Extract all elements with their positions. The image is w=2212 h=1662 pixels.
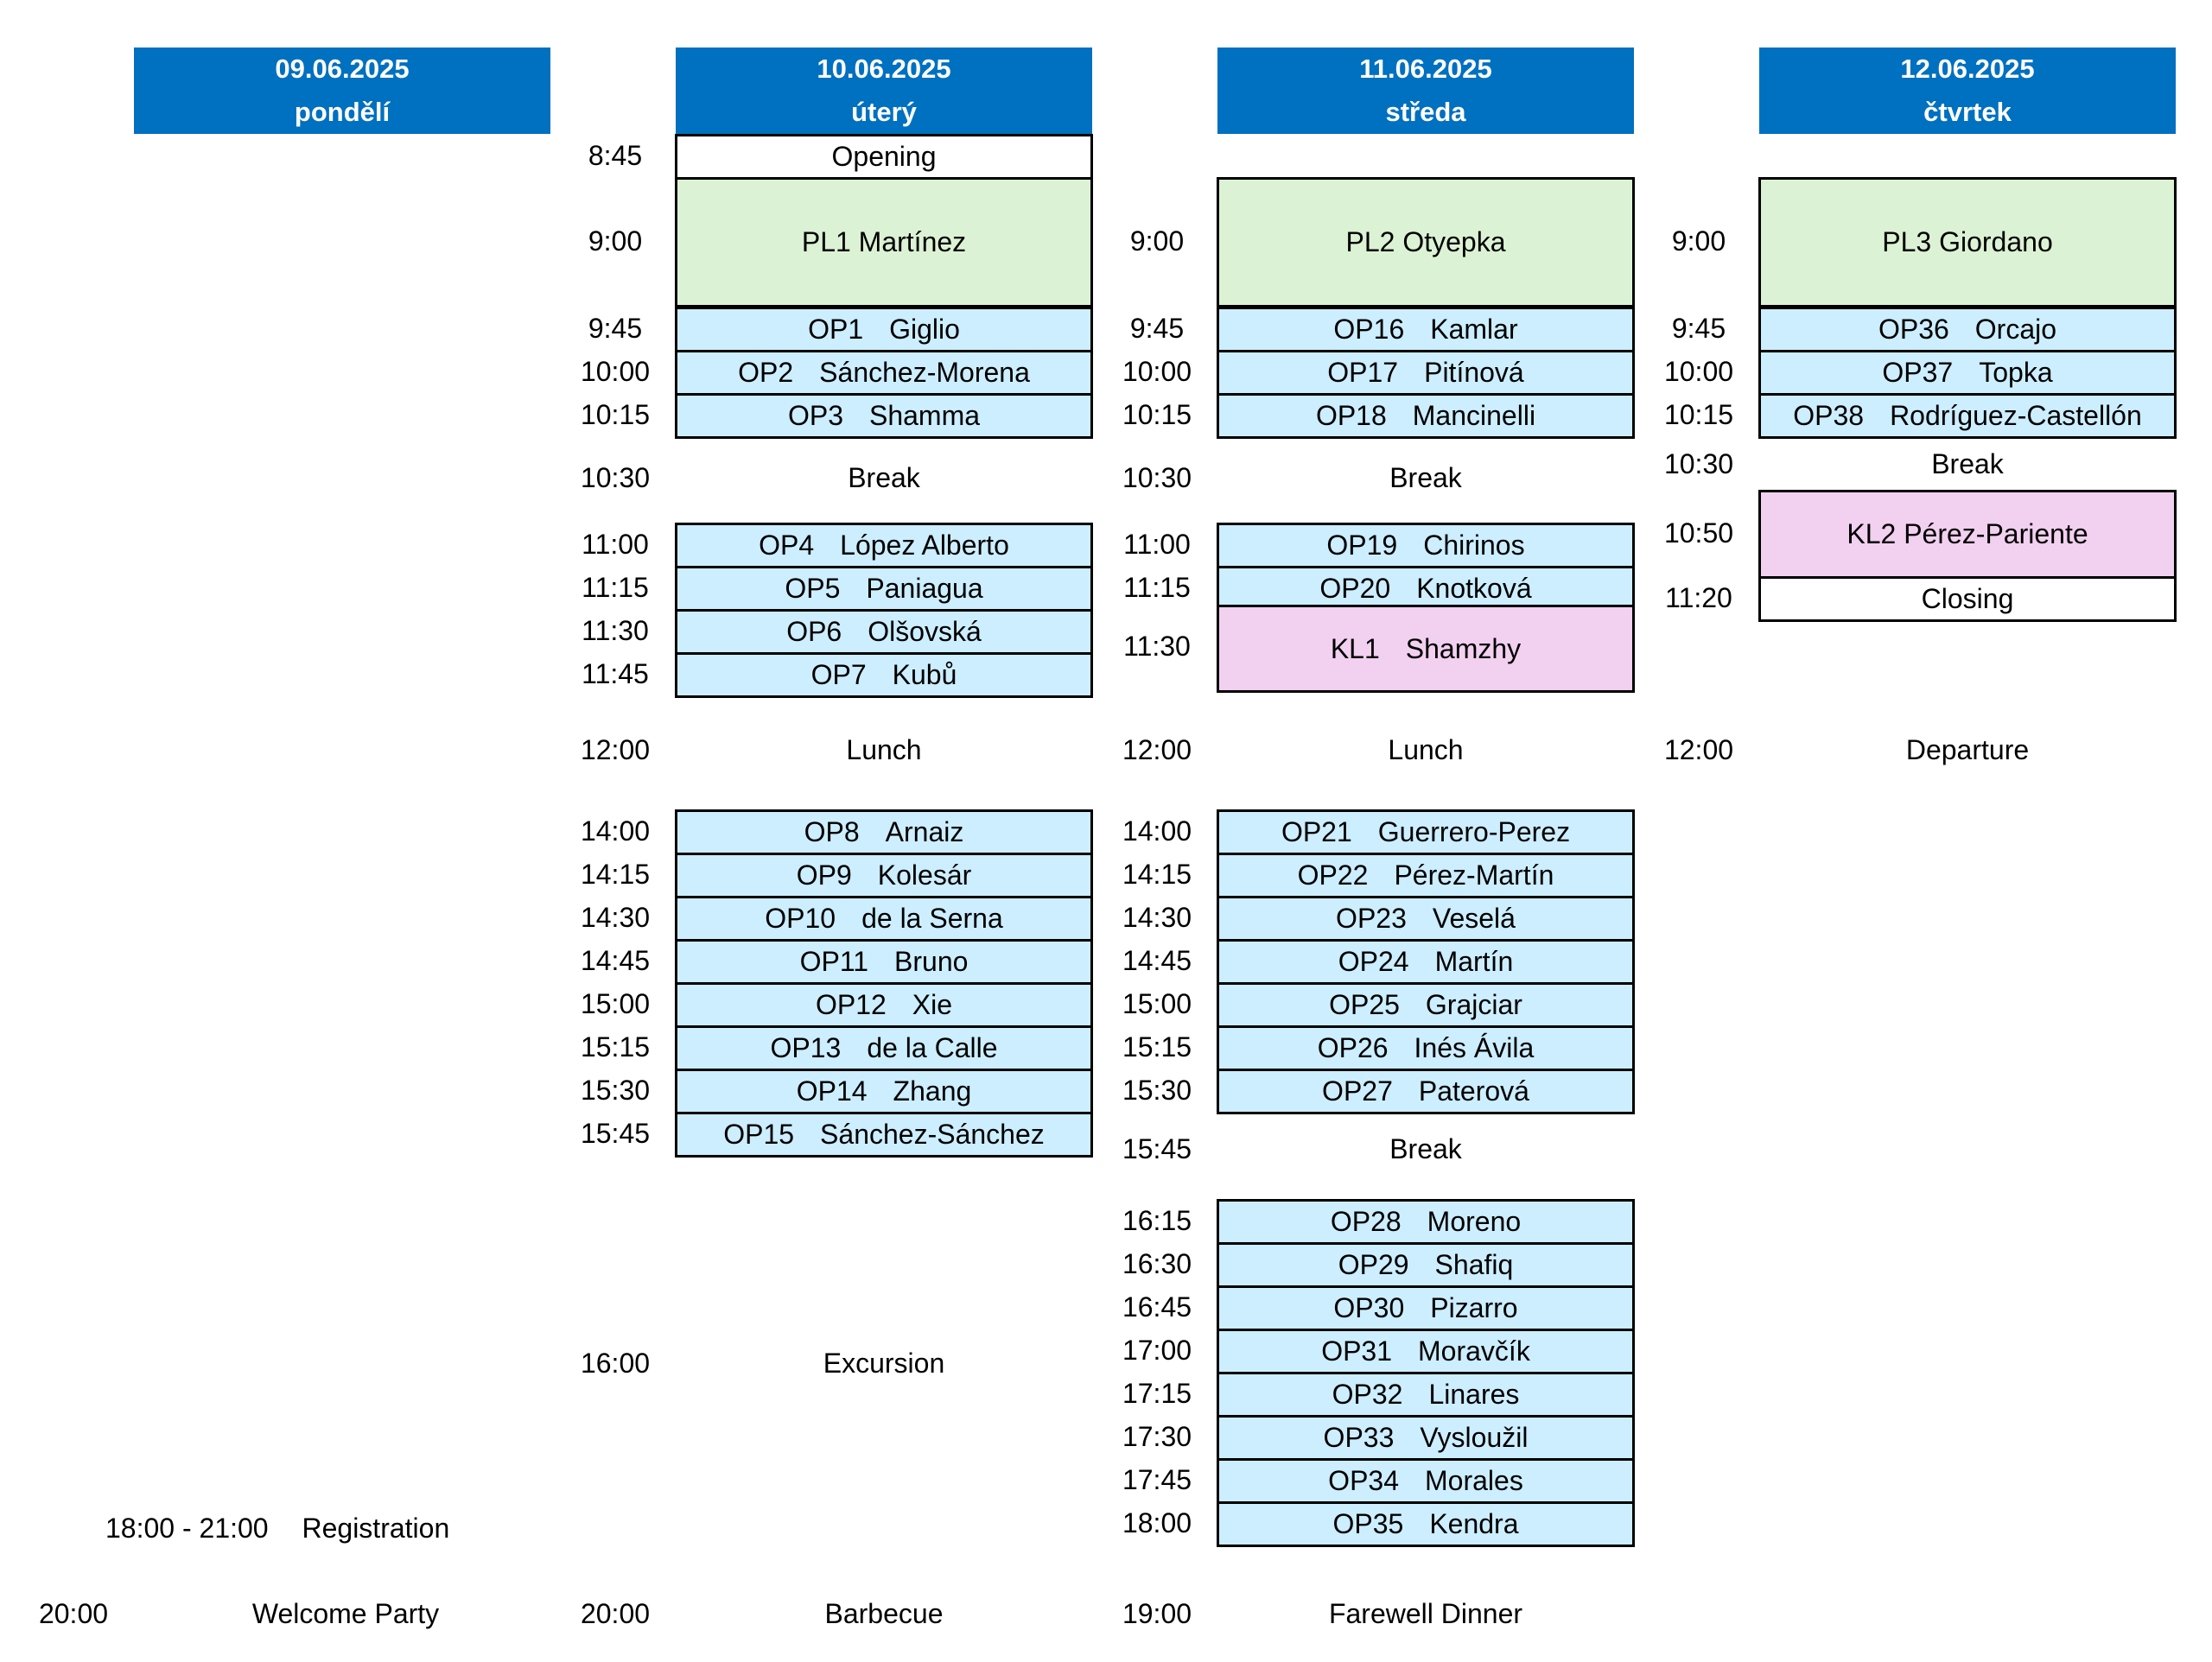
time-label: 14:30	[1122, 902, 1192, 933]
talk-code: OP2	[738, 357, 794, 388]
speaker-name: Chirinos	[1423, 530, 1525, 561]
time-label: 10:15	[580, 399, 651, 430]
speaker-name: Kolesár	[877, 860, 972, 891]
talk-code: OP35	[1332, 1508, 1404, 1539]
time-label: 18:00	[1122, 1507, 1192, 1538]
time-label: 20:00	[580, 1598, 651, 1629]
speaker-name: Pitínová	[1424, 357, 1524, 388]
time-label: 15:15	[580, 1031, 651, 1063]
time-label: 17:15	[1122, 1378, 1192, 1409]
time-label: 12:00	[1122, 734, 1192, 765]
talk-code: OP7	[810, 659, 867, 690]
farewell-dinner-label: Farewell Dinner	[1328, 1597, 1523, 1629]
speaker-name: Pérez-Martín	[1394, 860, 1554, 891]
speaker-name: Paniagua	[866, 573, 983, 604]
time-label: 15:15	[1122, 1031, 1192, 1063]
keynote-code: KL1	[1330, 632, 1380, 664]
time-label: 15:45	[580, 1118, 651, 1149]
time-label: 9:45	[1671, 313, 1726, 344]
time-label: 17:30	[1122, 1421, 1192, 1452]
speaker-name: Grajciar	[1425, 989, 1522, 1020]
time-label: 15:30	[1122, 1075, 1192, 1106]
talk-slot	[1758, 307, 2177, 352]
time-label: 14:45	[1122, 945, 1192, 976]
talk-slot	[1217, 393, 1635, 439]
time-label: 11:20	[1665, 582, 1732, 613]
talk-code: OP27	[1322, 1075, 1393, 1107]
talk-slot	[1217, 1242, 1635, 1288]
speaker-name: Orcajo	[1974, 314, 2057, 345]
talk-slot	[1758, 393, 2177, 439]
departure-label: Departure	[1905, 733, 2030, 765]
talk-slot	[675, 393, 1093, 439]
speaker-name: Vysloužil	[1420, 1422, 1529, 1453]
talk-slot	[1217, 809, 1635, 855]
talk-code: OP37	[1882, 357, 1954, 388]
talk-code: OP36	[1878, 314, 1949, 345]
speaker-name: Shamma	[868, 400, 981, 431]
opening-slot: Opening	[675, 134, 1093, 180]
time-label: 10:00	[580, 356, 651, 387]
talk-code: OP15	[723, 1119, 795, 1150]
talk-slot	[1217, 1415, 1635, 1461]
talk-code: OP4	[759, 530, 815, 561]
day-weekday: středa	[1385, 97, 1466, 127]
talk-code: OP29	[1338, 1249, 1409, 1280]
talk-slot	[1217, 853, 1635, 898]
time-label: 14:00	[580, 815, 651, 847]
talk-slot	[1217, 1458, 1635, 1504]
talk-slot	[675, 982, 1093, 1028]
talk-code: OP26	[1317, 1032, 1389, 1063]
day-header-thursday	[1759, 48, 2176, 134]
talk-code: OP8	[804, 816, 860, 847]
day-date: 09.06.2025	[275, 54, 410, 84]
talk-slot	[1217, 523, 1635, 568]
talk-slot	[1217, 1069, 1635, 1114]
talk-slot	[1217, 350, 1635, 396]
time-label: 20:00	[38, 1598, 109, 1629]
speaker-name: Sánchez-Sánchez	[820, 1119, 1045, 1150]
time-label: 11:15	[1123, 572, 1191, 603]
keynote-name: Shamzhy	[1405, 632, 1522, 664]
time-label: 17:45	[1122, 1464, 1192, 1495]
time-label: 16:45	[1122, 1291, 1192, 1323]
time-label: 10:00	[1663, 356, 1734, 387]
keynote-slot	[1217, 605, 1635, 693]
talk-code: OP18	[1315, 400, 1387, 431]
day-header-tuesday	[676, 48, 1092, 134]
time-label: 9:45	[588, 313, 643, 344]
time-label: 15:45	[1122, 1133, 1192, 1164]
time-label: 11:15	[582, 572, 649, 603]
time-label: 11:30	[1123, 631, 1191, 662]
speaker-name: Shafiq	[1434, 1249, 1514, 1280]
speaker-name: Pizarro	[1430, 1292, 1518, 1323]
speaker-name: Inés Ávila	[1414, 1032, 1535, 1063]
speaker-name: Linares	[1428, 1379, 1520, 1410]
talk-code: OP14	[796, 1075, 868, 1107]
speaker-name: Kubů	[892, 659, 957, 690]
excursion-label: Excursion	[823, 1347, 945, 1379]
time-label: 14:15	[1122, 859, 1192, 890]
speaker-name: Paterová	[1418, 1075, 1529, 1107]
break-label: Break	[1389, 461, 1462, 493]
time-label: 14:30	[580, 902, 651, 933]
day-date: 11.06.2025	[1359, 54, 1492, 84]
talk-code: OP31	[1321, 1335, 1393, 1367]
talk-slot	[1217, 1025, 1635, 1071]
lunch-label: Lunch	[846, 733, 922, 765]
time-label: 16:30	[1122, 1248, 1192, 1279]
talk-slot	[675, 609, 1093, 655]
time-label: 10:15	[1663, 399, 1734, 430]
talk-slot	[675, 1069, 1093, 1114]
talk-code: OP6	[786, 616, 842, 647]
talk-slot	[675, 652, 1093, 698]
talk-slot	[675, 1025, 1093, 1071]
talk-slot	[1758, 350, 2177, 396]
plenary-slot: PL3 Giordano	[1758, 177, 2177, 308]
time-label: 16:00	[580, 1348, 651, 1379]
speaker-name: Topka	[1979, 357, 2053, 388]
speaker-name: Olšovská	[868, 616, 982, 647]
talk-slot	[1217, 307, 1635, 352]
talk-code: OP20	[1319, 573, 1391, 604]
speaker-name: Morales	[1425, 1465, 1523, 1496]
time-label: 14:45	[580, 945, 651, 976]
day-date: 10.06.2025	[817, 54, 951, 84]
barbecue-label: Barbecue	[824, 1597, 944, 1629]
talk-slot	[1217, 1372, 1635, 1418]
talk-slot	[1217, 896, 1635, 942]
talk-code: OP17	[1327, 357, 1399, 388]
talk-slot	[675, 1112, 1093, 1158]
time-label: 14:00	[1122, 815, 1192, 847]
talk-code: OP34	[1328, 1465, 1399, 1496]
talk-slot	[1217, 1285, 1635, 1331]
time-label: 9:45	[1129, 313, 1185, 344]
speaker-name: Sánchez-Morena	[819, 357, 1030, 388]
break-label: Break	[848, 461, 920, 493]
welcome-party-label: Welcome Party	[251, 1598, 440, 1629]
talk-slot	[675, 853, 1093, 898]
time-label: 10:50	[1663, 517, 1734, 549]
speaker-name: Bruno	[894, 946, 969, 977]
speaker-name: Veselá	[1432, 903, 1516, 934]
talk-code: OP3	[787, 400, 843, 431]
talk-code: OP13	[770, 1032, 842, 1063]
speaker-name: Guerrero-Perez	[1377, 816, 1571, 847]
time-label: 11:00	[1123, 529, 1191, 560]
talk-slot	[1217, 1501, 1635, 1547]
talk-slot	[675, 307, 1093, 352]
speaker-name: Mancinelli	[1412, 400, 1536, 431]
day-weekday: úterý	[851, 97, 917, 127]
time-label: 8:45	[588, 140, 643, 171]
talk-slot	[675, 523, 1093, 568]
time-label: 10:30	[580, 462, 651, 493]
talk-slot	[675, 566, 1093, 612]
time-label: 11:00	[582, 529, 649, 560]
time-label: 12:00	[1663, 734, 1734, 765]
talk-code: OP11	[799, 946, 869, 977]
talk-code: OP16	[1333, 314, 1405, 345]
time-label: 11:30	[582, 615, 649, 646]
speaker-name: Giglio	[889, 314, 960, 345]
plenary-slot: PL2 Otyepka	[1217, 177, 1635, 308]
time-label: 15:00	[580, 988, 651, 1019]
time-label: 16:15	[1122, 1205, 1192, 1236]
closing-slot: Closing	[1758, 576, 2177, 622]
time-label: 12:00	[580, 734, 651, 765]
day-header-monday	[134, 48, 550, 134]
monday-registration	[105, 1507, 449, 1550]
speaker-name: de la Calle	[867, 1032, 998, 1063]
plenary-slot: PL1 Martínez	[675, 177, 1093, 308]
speaker-name: Kamlar	[1430, 314, 1518, 345]
talk-code: OP30	[1333, 1292, 1405, 1323]
day-weekday: pondělí	[294, 97, 391, 127]
talk-slot	[675, 939, 1093, 985]
talk-code: OP19	[1326, 530, 1398, 561]
time-label: 15:30	[580, 1075, 651, 1106]
speaker-name: Martín	[1434, 946, 1514, 977]
registration-label: Registration	[302, 1513, 450, 1544]
speaker-name: López Alberto	[840, 530, 1009, 561]
talk-code: OP22	[1297, 860, 1369, 891]
speaker-name: Kendra	[1429, 1508, 1519, 1539]
talk-slot	[1217, 982, 1635, 1028]
talk-code: OP1	[808, 314, 864, 345]
time-label: 15:00	[1122, 988, 1192, 1019]
registration-time: 18:00 - 21:00	[105, 1513, 269, 1544]
talk-code: OP9	[796, 860, 852, 891]
time-label: 10:30	[1663, 448, 1734, 479]
talk-code: OP10	[765, 903, 836, 934]
time-label: 9:00	[1671, 225, 1726, 257]
break-label: Break	[1931, 447, 2004, 479]
talk-code: OP38	[1793, 400, 1865, 431]
talk-code: OP32	[1332, 1379, 1403, 1410]
break-label: Break	[1389, 1132, 1462, 1164]
time-label: 9:00	[1129, 225, 1185, 257]
speaker-name: Moreno	[1427, 1206, 1522, 1237]
talk-code: OP24	[1338, 946, 1409, 977]
talk-slot	[1217, 1199, 1635, 1245]
talk-slot	[1217, 1329, 1635, 1374]
speaker-name: Knotková	[1416, 573, 1532, 604]
talk-slot	[675, 896, 1093, 942]
time-label: 10:30	[1122, 462, 1192, 493]
time-label: 14:15	[580, 859, 651, 890]
talk-slot	[1217, 939, 1635, 985]
talk-code: OP25	[1329, 989, 1400, 1020]
talk-code: OP28	[1330, 1206, 1402, 1237]
lunch-label: Lunch	[1388, 733, 1464, 765]
keynote-slot: KL2 Pérez-Pariente	[1758, 490, 2177, 579]
time-label: 19:00	[1122, 1598, 1192, 1629]
speaker-name: Xie	[912, 989, 953, 1020]
talk-code: OP33	[1323, 1422, 1395, 1453]
talk-slot	[675, 350, 1093, 396]
talk-slot	[675, 809, 1093, 855]
talk-code: OP21	[1281, 816, 1352, 847]
time-label: 17:00	[1122, 1335, 1192, 1366]
time-label: 9:00	[588, 225, 643, 257]
talk-code: OP12	[815, 989, 887, 1020]
time-label: 10:15	[1122, 399, 1192, 430]
talk-code: OP23	[1336, 903, 1407, 934]
speaker-name: Zhang	[893, 1075, 972, 1107]
time-label: 10:00	[1122, 356, 1192, 387]
day-weekday: čtvrtek	[1923, 97, 2012, 127]
day-date: 12.06.2025	[1900, 54, 2035, 84]
speaker-name: Moravčík	[1418, 1335, 1530, 1367]
time-label: 11:45	[582, 658, 649, 689]
talk-code: OP5	[785, 573, 841, 604]
day-header-wednesday	[1217, 48, 1634, 134]
speaker-name: Rodríguez-Castellón	[1890, 400, 2142, 431]
speaker-name: de la Serna	[861, 903, 1003, 934]
speaker-name: Arnaiz	[885, 816, 964, 847]
